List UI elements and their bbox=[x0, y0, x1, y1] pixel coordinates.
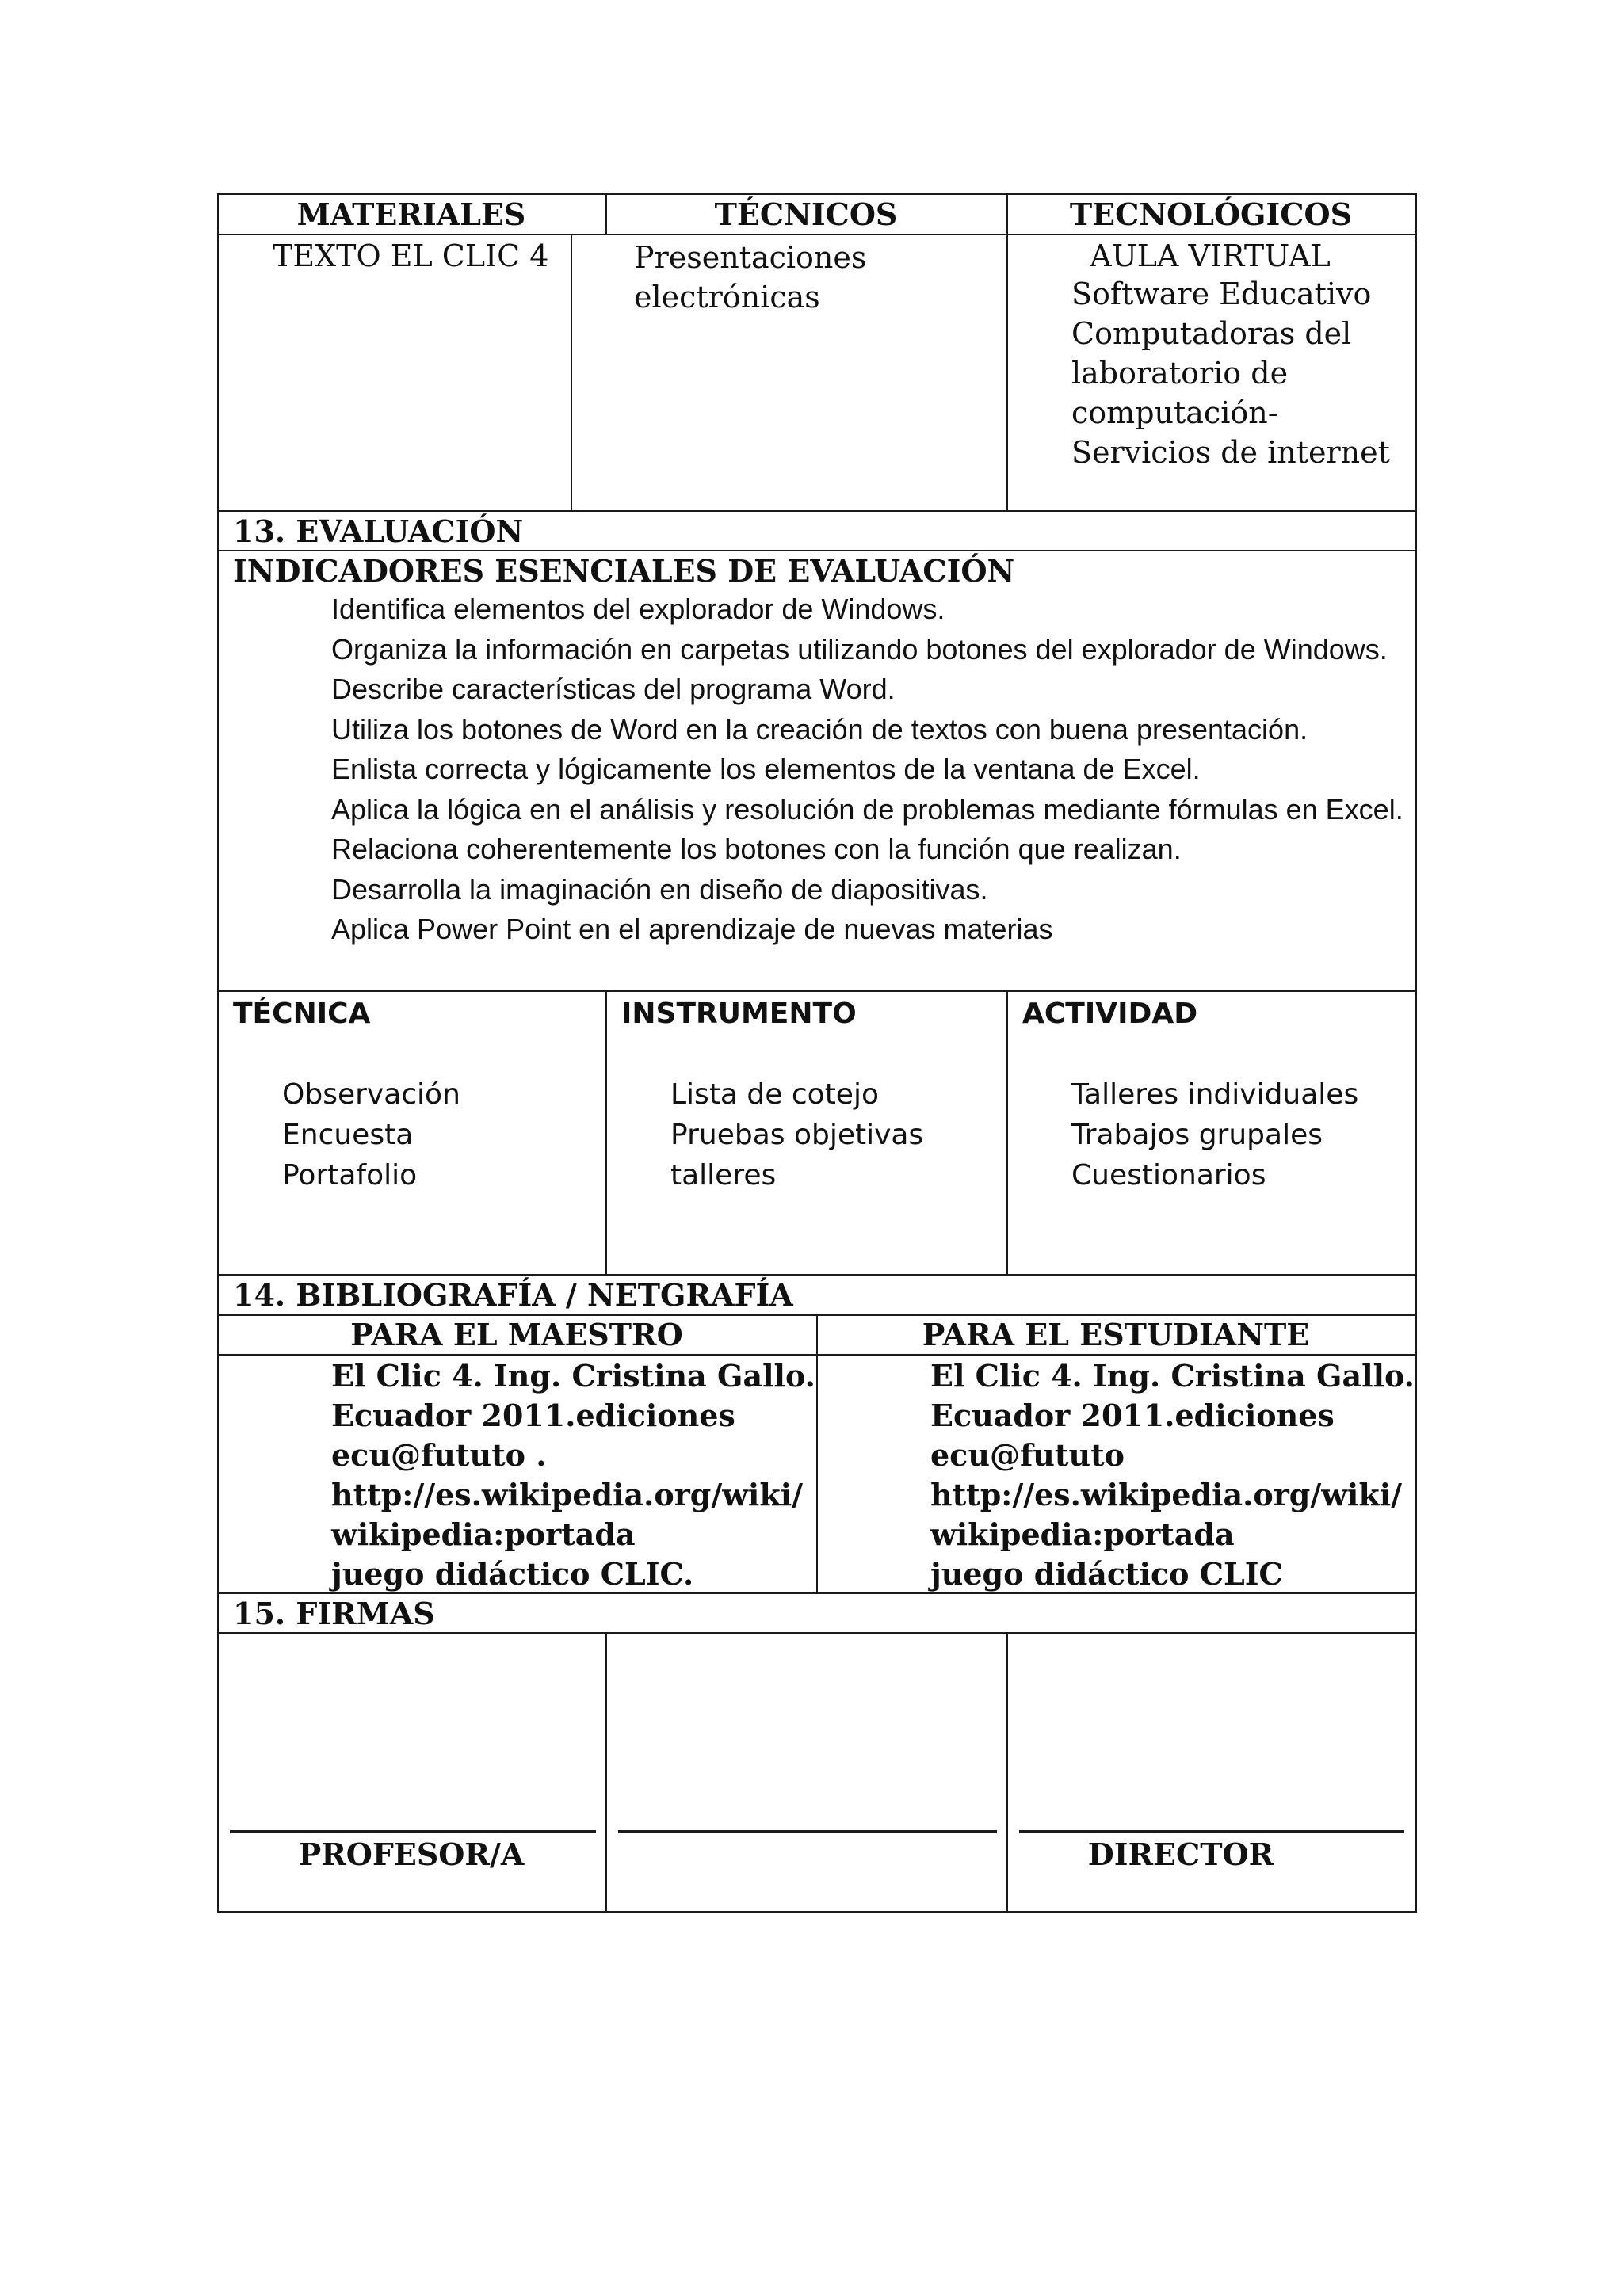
bibliography-line: El Clic 4. Ing. Cristina Gallo. bbox=[930, 1358, 1415, 1394]
header-tecnologicos: TECNOLÓGICOS bbox=[1069, 196, 1353, 232]
rule bbox=[217, 1911, 1417, 1913]
bibliography-line: ecu@fututo bbox=[930, 1437, 1125, 1473]
col-rule bbox=[571, 234, 572, 511]
bibliography-line: El Clic 4. Ing. Cristina Gallo. bbox=[331, 1358, 815, 1394]
bibliography-line: Ecuador 2011.ediciones bbox=[930, 1398, 1335, 1433]
section-title-evaluacion: 13. EVALUACIÓN bbox=[233, 513, 524, 549]
signature-line-middle bbox=[618, 1830, 997, 1833]
signature-line-director bbox=[1019, 1830, 1404, 1833]
indicator-item: Aplica Power Point en el aprendizaje de nuevas materias bbox=[331, 913, 1053, 945]
indicator-item: Organiza la información en carpetas utilizando botones del explorador de Windows. bbox=[331, 632, 1388, 666]
actividad-item: Cuestionarios bbox=[1071, 1159, 1266, 1192]
col-rule bbox=[1006, 990, 1008, 1275]
actividad-item: Talleres individuales bbox=[1071, 1078, 1359, 1111]
header-materiales: MATERIALES bbox=[296, 196, 526, 232]
tecnologicos-line: Computadoras del bbox=[1071, 316, 1352, 351]
bibliography-line: wikipedia:portada bbox=[331, 1516, 636, 1552]
indicator-item: Describe características del programa Word. bbox=[331, 673, 896, 705]
header-para-el-maestro: PARA EL MAESTRO bbox=[350, 1317, 683, 1352]
tecnica-item: Encuesta bbox=[282, 1119, 414, 1151]
indicator-item: Aplica la lógica en el análisis y resolución de problemas mediante fórmulas en Excel. bbox=[331, 792, 1403, 826]
tecnica-item: Portafolio bbox=[282, 1159, 418, 1192]
bibliography-line: ecu@fututo . bbox=[331, 1437, 547, 1473]
tecnica-list bbox=[282, 1074, 460, 1196]
tecnicos-list bbox=[634, 238, 866, 317]
bibliography-line: http://es.wikipedia.org/wiki/ bbox=[331, 1477, 804, 1512]
tecnologicos-line: AULA VIRTUAL bbox=[1090, 238, 1331, 273]
indicator-item: Desarrolla la imaginación en diseño de diapositivas. bbox=[331, 872, 988, 906]
tecnologicos-line: Software Educativo bbox=[1071, 277, 1372, 311]
tecnica-item: Observación bbox=[282, 1078, 460, 1111]
actividad-item: Trabajos grupales bbox=[1071, 1119, 1323, 1151]
instrumento-list bbox=[670, 1074, 923, 1196]
signature-line-profesor bbox=[230, 1830, 596, 1833]
instrumento-item: Pruebas objetivas bbox=[670, 1119, 924, 1151]
estudiante-bibliography bbox=[930, 1356, 1415, 1594]
instrumento-item: Lista de cotejo bbox=[670, 1078, 879, 1111]
header-actividad: ACTIVIDAD bbox=[1022, 997, 1198, 1030]
col-rule bbox=[605, 990, 607, 1275]
header-instrumento: INSTRUMENTO bbox=[621, 997, 857, 1030]
section-title-firmas: 15. FIRMAS bbox=[233, 1596, 435, 1631]
actividad-list bbox=[1071, 1074, 1358, 1196]
bibliography-line: wikipedia:portada bbox=[930, 1516, 1235, 1552]
tecnicos-line: Presentaciones bbox=[634, 240, 867, 275]
header-para-el-estudiante: PARA EL ESTUDIANTE bbox=[922, 1317, 1310, 1352]
indicator-list bbox=[331, 589, 1403, 950]
tecnicos-line: electrónicas bbox=[634, 280, 820, 315]
tecnologicos-line: laboratorio de bbox=[1071, 356, 1289, 391]
bibliography-line: juego didáctico CLIC. bbox=[331, 1556, 694, 1592]
section-title-bibliografia: 14. BIBLIOGRAFÍA / NETGRAFÍA bbox=[233, 1277, 793, 1313]
tecnologicos-line: computación- bbox=[1071, 395, 1278, 430]
tecnologicos-list bbox=[1071, 274, 1390, 472]
bibliography-line: Ecuador 2011.ediciones bbox=[331, 1398, 735, 1433]
col-rule bbox=[1006, 193, 1008, 511]
materiales-item: TEXTO EL CLIC 4 bbox=[273, 238, 549, 273]
bibliography-line: http://es.wikipedia.org/wiki/ bbox=[930, 1477, 1403, 1512]
col-rule bbox=[605, 1632, 607, 1912]
bibliography-line: juego didáctico CLIC bbox=[930, 1556, 1283, 1592]
tecnologicos-line: Servicios de internet bbox=[1071, 435, 1390, 470]
rule bbox=[217, 990, 1417, 992]
instrumento-item: talleres bbox=[670, 1159, 777, 1192]
header-tecnica: TÉCNICA bbox=[233, 997, 371, 1030]
border-left bbox=[217, 193, 219, 1913]
indicator-item: Utiliza los botones de Word en la creación de textos con buena presentación. bbox=[331, 712, 1308, 746]
maestro-bibliography bbox=[331, 1356, 815, 1594]
indicator-item: Identifica elementos del explorador de Windows. bbox=[331, 593, 945, 625]
signature-label-profesor: PROFESOR/A bbox=[298, 1836, 525, 1872]
header-tecnicos: TÉCNICOS bbox=[714, 196, 898, 232]
col-rule bbox=[816, 1314, 818, 1593]
signature-label-director: DIRECTOR bbox=[1087, 1836, 1274, 1872]
indicator-item: Relaciona coherentemente los botones con la función que realizan. bbox=[331, 833, 1182, 865]
indicator-item: Enlista correcta y lógicamente los elementos de la ventana de Excel. bbox=[331, 753, 1201, 785]
border-right bbox=[1415, 193, 1417, 1913]
section-subtitle-indicadores: INDICADORES ESENCIALES DE EVALUACIÓN bbox=[233, 553, 1015, 589]
